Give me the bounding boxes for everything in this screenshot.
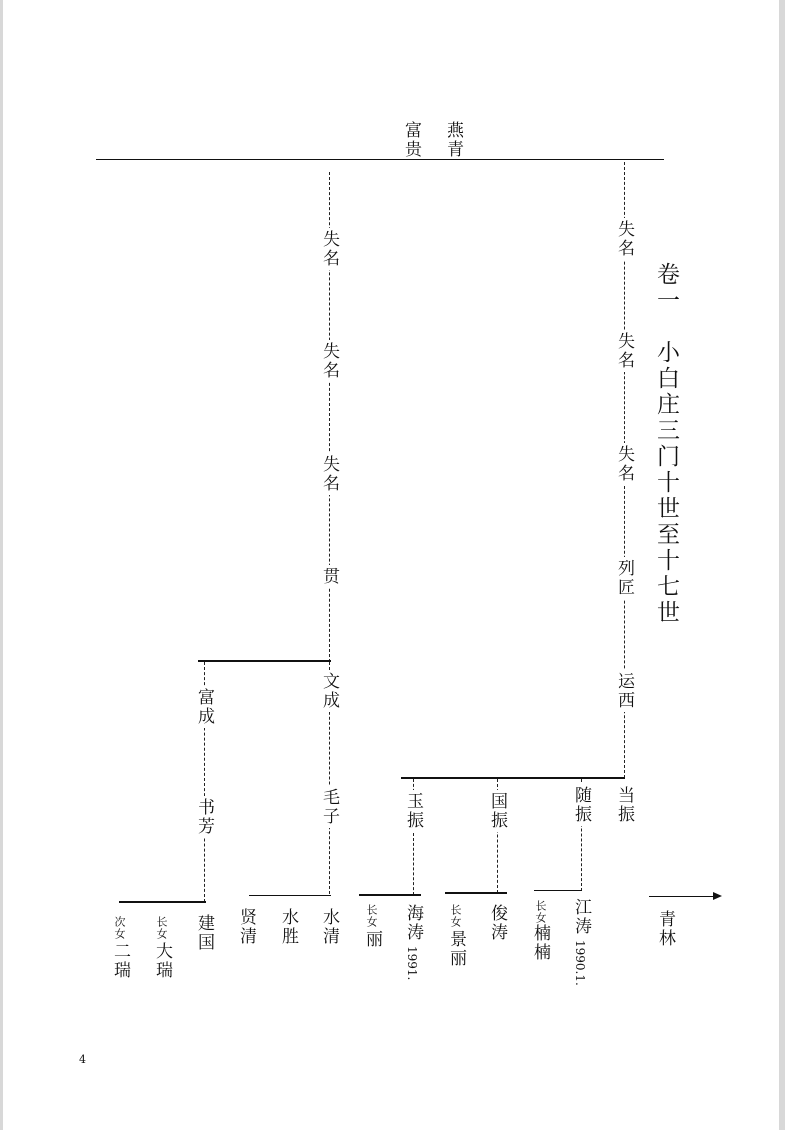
jiangtao: 江涛: [571, 898, 591, 936]
maozi-children-bar: [249, 895, 331, 896]
continuation-arrow-line: [649, 896, 715, 897]
jiangtao-birth: 1990.1.: [573, 940, 587, 986]
arrow-right-icon: [713, 892, 722, 900]
nannan-label: 长女: [534, 900, 547, 924]
left-branch-bar: [198, 660, 331, 662]
page-edge-left: [0, 0, 3, 1130]
shuisheng: 水胜: [278, 908, 298, 946]
volume-title: 卷一: [653, 262, 679, 314]
li: 丽: [362, 930, 382, 949]
right-gen-3: 失名: [614, 445, 634, 483]
xianqing: 贤清: [236, 908, 256, 946]
guozhen-children-bar: [445, 892, 507, 894]
yuzhen-children-bar: [359, 894, 421, 896]
jingli: 景丽: [446, 930, 466, 968]
shufang-children-bar: [119, 901, 206, 903]
haitao: 海涛: [403, 904, 423, 942]
dadrui: 大瑞: [152, 942, 172, 980]
liejiang: 列匠: [614, 559, 634, 597]
left-gen-1: 失名: [319, 230, 339, 268]
suizhen: 随振: [571, 786, 591, 824]
ancestor-fu: 富: [405, 121, 425, 141]
page-edge-right: [779, 0, 785, 1130]
ancestor-gui: 贵: [405, 140, 425, 160]
fucheng: 富成: [194, 688, 214, 726]
left-gen-3: 失名: [319, 455, 339, 493]
li-label: 长女: [365, 904, 378, 928]
left-gen-2: 失名: [319, 342, 339, 380]
ancestor-yan: 燕: [447, 121, 467, 141]
errui-label: 次女: [113, 916, 126, 940]
dangzhen: 当振: [614, 786, 634, 824]
shufang: 书芳: [194, 798, 214, 836]
left-gen-4: 贯: [319, 567, 339, 586]
errui: 二瑞: [110, 942, 130, 980]
haitao-birth: 1991.: [405, 946, 419, 981]
suizhen-children-bar: [534, 890, 582, 891]
jingli-label: 长女: [449, 904, 462, 928]
branch-title: 小白庄三门: [653, 340, 679, 470]
yunxi-sons-bar: [401, 777, 625, 779]
juntao: 俊涛: [487, 904, 507, 942]
wencheng: 文成: [319, 672, 339, 710]
top-rule: [96, 159, 664, 160]
qinglin: 青林: [655, 910, 675, 948]
shuiqing: 水清: [319, 908, 339, 946]
guozhen: 国振: [487, 792, 507, 830]
dadrui-label: 长女: [155, 916, 168, 940]
maozi: 毛子: [319, 788, 339, 826]
yuzhen: 玉振: [403, 792, 423, 830]
ancestor-qing: 青: [447, 140, 467, 160]
jianguo: 建国: [194, 914, 214, 952]
right-gen-1: 失名: [614, 220, 634, 258]
yunxi: 运西: [614, 672, 634, 710]
right-gen-2: 失名: [614, 332, 634, 370]
nannan: 楠楠: [530, 924, 550, 962]
generation-range: 十世至十七世: [653, 470, 679, 626]
page-number: 4: [79, 1053, 86, 1066]
